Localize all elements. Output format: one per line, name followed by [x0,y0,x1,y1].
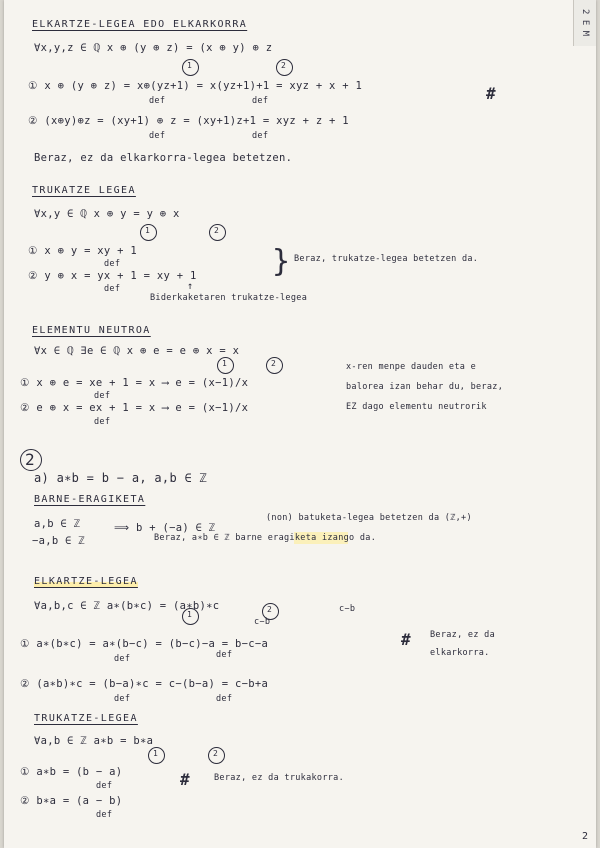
commutative2-line-2: ② b∗a = (a − b) [20,795,123,807]
associative-line-2: ② (x⊕y)⊕z = (xy+1) ⊕ z = (xy+1)z+1 = xyz + z + 1 [28,115,349,127]
mark-label-2: 2 [281,61,287,70]
def-label: def [96,781,113,791]
mark-label-1: 1 [153,749,159,758]
section-title-commutative-2: TRUKATZE-LEGEA [34,713,138,724]
commutative-definition: ∀x,y ∈ ℚ x ⊕ y = y ⊕ x [34,208,180,220]
def-label: def [114,694,131,704]
mark-label-1: 1 [222,359,228,368]
neutral-note-2: balorea izan behar du, beraz, [346,382,504,392]
def-label: def [104,284,121,294]
up-arrow-icon: ↑ [187,281,194,292]
section-title-neutral: ELEMENTU NEUTROA [32,325,151,336]
page-number: 2 [581,831,588,842]
associative2-line-1: ① a∗(b∗c) = a∗(b−c) = (b−c)−a = b−c−a [20,638,269,650]
commutative2-line-1: ① a∗b = (b − a) [20,766,123,778]
annotation-above: c−b [254,617,271,627]
commutative2-conclusion: Beraz, ez da trukakorra. [214,773,345,783]
def-label: def [96,810,113,820]
mark-label-1: 1 [145,226,151,235]
associative2-conclusion-1: Beraz, ez da [430,630,496,640]
associative2-definition: ∀a,b,c ∈ ℤ a∗(b∗c) = (a∗b)∗c [34,600,220,612]
section-title-associative-2: ELKARTZE-LEGEA [34,576,138,587]
hash-mark: # [180,770,190,789]
internal-op-note: (non) batuketa-legea betetzen da (ℤ,+) [266,513,472,523]
section-title-commutative-1: TRUKATZE LEGEA [32,185,136,196]
neutral-line-2: ② e ⊕ x = ex + 1 = x ⟶ e = (x−1)/x [20,402,249,414]
brace-symbol: } [272,244,291,279]
mark-label-1: 1 [187,610,193,619]
question-number: 2 [25,450,35,469]
annotation-above: c−b [339,604,356,614]
def-label: def [94,417,111,427]
neutral-note-3: EZ dago elementu neutrorik [346,402,487,412]
mark-label-2: 2 [271,359,277,368]
def-label: def [114,654,131,664]
commutative-conclusion: Beraz, trukatze-legea betetzen da. [294,254,479,264]
question-statement: a) a∗b = b − a, a,b ∈ ℤ [34,471,208,485]
internal-op-conclusion: Beraz, a∗b ∈ ℤ barne eragiketa izango da. [154,533,377,543]
commutative-line-1: ① x ⊕ y = xy + 1 [28,245,138,257]
section-title-associative-1: ELKARTZE-LEGEA EDO ELKARKORRA [32,19,248,30]
def-label: def [149,131,166,141]
mark-label-2: 2 [267,605,273,614]
def-label: def [216,650,233,660]
neutral-note-1: x-ren menpe dauden eta e [346,362,477,372]
internal-op-implication: ⟹ b + (−a) ∈ ℤ [114,522,216,534]
mark-label-2: 2 [214,226,220,235]
neutral-line-1: ① x ⊕ e = xe + 1 = x ⟶ e = (x−1)/x [20,377,249,389]
commutative-line-2: ② y ⊕ x = yx + 1 = xy + 1 [28,270,197,282]
def-label: def [216,694,233,704]
associative-conclusion: Beraz, ez da elkarkorra-legea betetzen. [34,152,293,164]
associative2-conclusion-2: elkarkorra. [430,648,490,658]
def-label: def [149,96,166,106]
page-edge-tab: 2 E M [573,0,596,46]
mark-label-1: 1 [187,61,193,70]
associative-line-1: ① x ⊕ (y ⊕ z) = x⊕(yz+1) = x(yz+1)+1 = xyz + x + 1 [28,80,363,92]
def-label: def [94,391,111,401]
def-label: def [252,131,269,141]
notebook-page [4,0,596,848]
associative2-line-2: ② (a∗b)∗c = (b−a)∗c = c−(b−a) = c−b+a [20,678,269,690]
commutative2-definition: ∀a,b ∈ ℤ a∗b = b∗a [34,735,154,747]
def-label: def [252,96,269,106]
internal-op-line-1: a,b ∈ ℤ [34,518,81,530]
mark-label-2: 2 [213,749,219,758]
commutative-note: Biderkaketaren trukatze-legea [150,293,308,303]
hash-mark: # [486,84,496,103]
internal-op-line-2: −a,b ∈ ℤ [32,535,85,547]
neutral-definition: ∀x ∈ ℚ ∃e ∈ ℚ x ⊕ e = e ⊕ x = x [34,345,240,357]
section-title-internal-op: BARNE-ERAGIKETA [34,494,146,505]
associative-definition: ∀x,y,z ∈ ℚ x ⊕ (y ⊕ z) = (x ⊕ y) ⊕ z [34,42,273,54]
def-label: def [104,259,121,269]
hash-mark: # [401,630,411,649]
